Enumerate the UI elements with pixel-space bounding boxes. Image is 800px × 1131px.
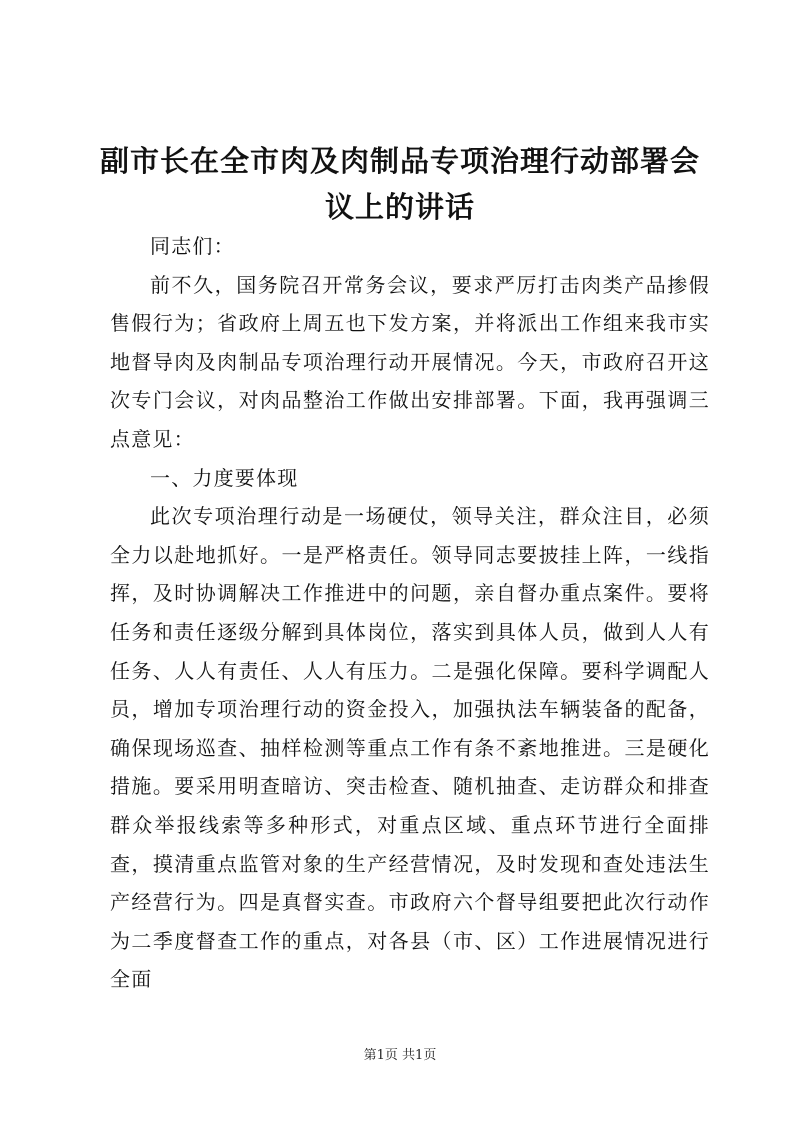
paragraph-section-1: 此次专项治理行动是一场硬仗，领导关注，群众注目，必须全力以赴地抓好。一是严格责任。领导同志要披挂上阵，一线指挥，及时协调解决工作推进中的问题，亲自督办重点案件。要将任务和责任逐级分解到具体岗位，落实到具体人员，做到人人有任务、人人有责任、人人有压力。二是强化保障。要科学调配人员，增加专项治理行动的资金投入，加强执法车辆装备的配备，确保现场巡查、抽样检测等重点工作有条不紊地推进。三是硬化措施。要采用明查暗访、突击检查、随机抽查、走访群众和排查群众举报线索等多种形式，对重点区域、重点环节进行全面排查，摸清重点监管对象的生产经营情况，及时发现和查处违法生产经营行为。四是真督实查。市政府六个督导组要把此次行动作为二季度督查工作的重点，对各县（市、区）工作进展情况进行全面 [110, 504, 710, 992]
page-footer: 第1页 共1页 [363, 1048, 437, 1063]
paragraph-intro: 前不久，国务院召开常务会议，要求严厉打击肉类产品掺假售假行为；省政府上周五也下发方案，并将派出工作组来我市实地督导肉及肉制品专项治理行动开展情况。今天，市政府召开这次专门会议，对肉品整治工作做出安排部署。下面，我再强调三点意见： [110, 272, 710, 451]
document-body [110, 227, 710, 999]
document-title: 副市长在全市肉及肉制品专项治理行动部署会议上的讲话 [100, 144, 701, 224]
salutation: 同志们： [150, 234, 235, 258]
section-heading-1: 一、力度要体现 [150, 465, 299, 490]
